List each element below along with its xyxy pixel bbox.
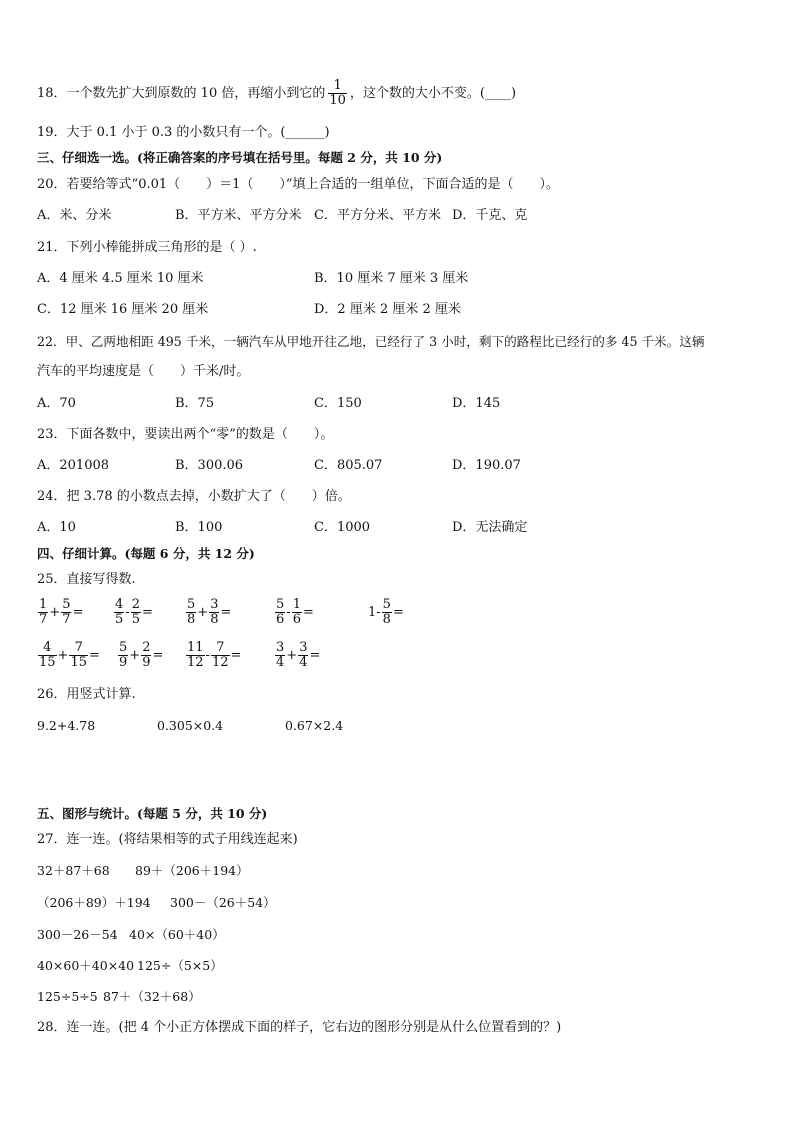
fraction: $\frac{1}{7}$ xyxy=(39,597,48,627)
q18-text-after: ，这个数的大小不变。(____) xyxy=(349,85,517,101)
question-25-stem: 25．直接写得数. xyxy=(37,572,136,587)
q18-frac-num: 1 xyxy=(333,78,342,93)
equals-sign: = xyxy=(89,648,100,663)
question-23-stem: 23．下面各数中，要读出两个“零”的数是（ ）。 xyxy=(37,427,334,442)
q22-option-d[interactable]: D．145 xyxy=(452,396,501,411)
q27-right-2[interactable]: 300－（26＋54） xyxy=(170,895,276,910)
equals-sign: = xyxy=(220,605,232,620)
operator: + xyxy=(49,605,61,620)
q25-expression-7 xyxy=(117,641,163,670)
fraction: $\frac{11}{12}$ xyxy=(187,640,204,670)
q27-right-3[interactable]: 40×（60＋40） xyxy=(129,927,225,942)
question-26-stem: 26．用竖式计算. xyxy=(37,687,136,702)
fraction: $\frac{1}{6}$ xyxy=(292,597,301,627)
q27-left-2[interactable]: （206＋89）＋194 xyxy=(37,895,151,910)
fraction: $\frac{5}{6}$ xyxy=(276,597,285,627)
fraction: $\frac{4}{5}$ xyxy=(115,597,124,627)
q25-expression-4 xyxy=(274,598,314,627)
q20-option-a[interactable]: A．米、分米 xyxy=(37,208,112,223)
operator: - xyxy=(286,605,291,620)
q21-option-c[interactable]: C．12 厘米 16 厘米 20 厘米 xyxy=(37,302,209,317)
q26-item-1: 9.2+4.78 xyxy=(37,718,96,733)
operator: - xyxy=(125,605,130,620)
q21-option-d[interactable]: D．2 厘米 2 厘米 2 厘米 xyxy=(314,302,461,317)
q20-option-c[interactable]: C．平方分米、平方米 xyxy=(314,208,441,223)
q22-option-a[interactable]: A．70 xyxy=(37,396,76,411)
q27-right-4[interactable]: 125÷（5×5） xyxy=(137,958,223,973)
operator: + xyxy=(57,648,69,663)
q24-option-c[interactable]: C．1000 xyxy=(314,520,371,535)
equals-sign: = xyxy=(309,648,321,663)
q27-left-4[interactable]: 40×60＋40×40 xyxy=(37,958,135,973)
q27-left-3[interactable]: 300－26－54 xyxy=(37,927,118,942)
equals-sign: = xyxy=(302,605,314,620)
q18-frac-den: 10 xyxy=(329,93,346,108)
fraction: $\frac{3}{4}$ xyxy=(299,640,308,670)
question-24-stem: 24．把 3.78 的小数点去掉，小数扩大了（ ）倍。 xyxy=(37,489,351,504)
section-4-heading: 四、仔细计算。(每题 6 分，共 12 分) xyxy=(37,546,255,561)
q24-option-a[interactable]: A．10 xyxy=(37,520,76,535)
q25-expression-8 xyxy=(185,641,241,670)
q25-expression-2 xyxy=(113,598,153,627)
equals-sign: = xyxy=(141,605,153,620)
q23-option-b[interactable]: B．300.06 xyxy=(175,458,244,473)
section-3-heading: 三、仔细选一选。(将正确答案的序号填在括号里。每题 2 分，共 10 分) xyxy=(37,150,443,165)
fraction: $\frac{7}{15}$ xyxy=(70,640,87,670)
operator: + xyxy=(197,605,209,620)
fraction: $\frac{3}{8}$ xyxy=(210,597,219,627)
q27-right-5[interactable]: 87＋（32＋68） xyxy=(103,989,201,1004)
fraction: $\frac{2}{9}$ xyxy=(142,640,151,670)
operator: - xyxy=(205,648,210,663)
q24-option-b[interactable]: B．100 xyxy=(175,520,223,535)
q22-option-c[interactable]: C．150 xyxy=(314,396,362,411)
q27-left-1[interactable]: 32＋87＋68 xyxy=(37,863,110,878)
q18-text-before: 18．一个数先扩大到原数的 10 倍，再缩小到它的 xyxy=(37,85,326,101)
question-20-stem: 20．若要给等式“0.01（ ）＝1（ ）”填上合适的一组单位，下面合适的是（ ）。 xyxy=(37,177,560,192)
equals-sign: = xyxy=(392,605,404,620)
q18-fraction xyxy=(328,79,347,108)
q26-item-2: 0.305×0.4 xyxy=(157,718,224,733)
q24-option-d[interactable]: D．无法确定 xyxy=(452,520,528,535)
q25-expression-3 xyxy=(185,598,231,627)
q21-option-a[interactable]: A．4 厘米 4.5 厘米 10 厘米 xyxy=(37,271,204,286)
question-28-stem: 28．连一连。(把 4 个小正方体摆成下面的样子，它右边的图形分别是从什么位置看到的？) xyxy=(37,1020,562,1035)
equals-sign: = xyxy=(72,605,84,620)
q22-option-b[interactable]: B．75 xyxy=(175,396,215,411)
q27-right-1[interactable]: 89＋（206＋194） xyxy=(135,863,249,878)
fraction: $\frac{5}{8}$ xyxy=(187,597,196,627)
fraction: $\frac{3}{4}$ xyxy=(276,640,285,670)
q20-option-b[interactable]: B．平方米、平方分米 xyxy=(175,208,302,223)
q23-option-a[interactable]: A．201008 xyxy=(37,458,110,473)
question-27-stem: 27．连一连。(将结果相等的式子用线连起来) xyxy=(37,832,298,847)
q25-expression-9 xyxy=(274,641,320,670)
lead-term: 1- xyxy=(368,605,381,620)
q21-option-b[interactable]: B．10 厘米 7 厘米 3 厘米 xyxy=(314,271,469,286)
question-22-stem-line1: 22．甲、乙两地相距 495 千米，一辆汽车从甲地开往乙地，已经行了 3 小时，剩下的路程比已经行的多 45 千米。这辆 xyxy=(37,334,705,349)
question-21-stem: 21．下列小棒能拼成三角形的是（ ）. xyxy=(37,240,257,255)
equals-sign: = xyxy=(230,648,242,663)
operator: + xyxy=(129,648,141,663)
q27-left-5[interactable]: 125÷5÷5 xyxy=(37,989,98,1004)
fraction: $\frac{7}{12}$ xyxy=(211,640,229,670)
question-18 xyxy=(37,79,516,108)
q25-expression-1 xyxy=(37,598,83,627)
q26-item-3: 0.67×2.4 xyxy=(285,718,344,733)
fraction: $\frac{5}{8}$ xyxy=(382,597,391,627)
q25-expression-5 xyxy=(368,598,404,627)
question-19: 19．大于 0.1 小于 0.3 的小数只有一个。(______) xyxy=(37,125,330,140)
q20-option-d[interactable]: D．千克、克 xyxy=(452,208,528,223)
question-22-stem-line2: 汽车的平均速度是（ ）千米/时。 xyxy=(37,364,250,379)
q25-expression-6 xyxy=(37,641,100,670)
fraction: $\frac{4}{15}$ xyxy=(39,640,56,670)
equals-sign: = xyxy=(152,648,164,663)
fraction: $\frac{5}{7}$ xyxy=(62,597,71,627)
section-5-heading: 五、图形与统计。(每题 5 分，共 10 分) xyxy=(37,806,268,821)
operator: + xyxy=(286,648,298,663)
q23-option-c[interactable]: C．805.07 xyxy=(314,458,383,473)
fraction: $\frac{5}{9}$ xyxy=(119,640,128,670)
fraction: $\frac{2}{5}$ xyxy=(131,597,140,627)
q23-option-d[interactable]: D．190.07 xyxy=(452,458,521,473)
